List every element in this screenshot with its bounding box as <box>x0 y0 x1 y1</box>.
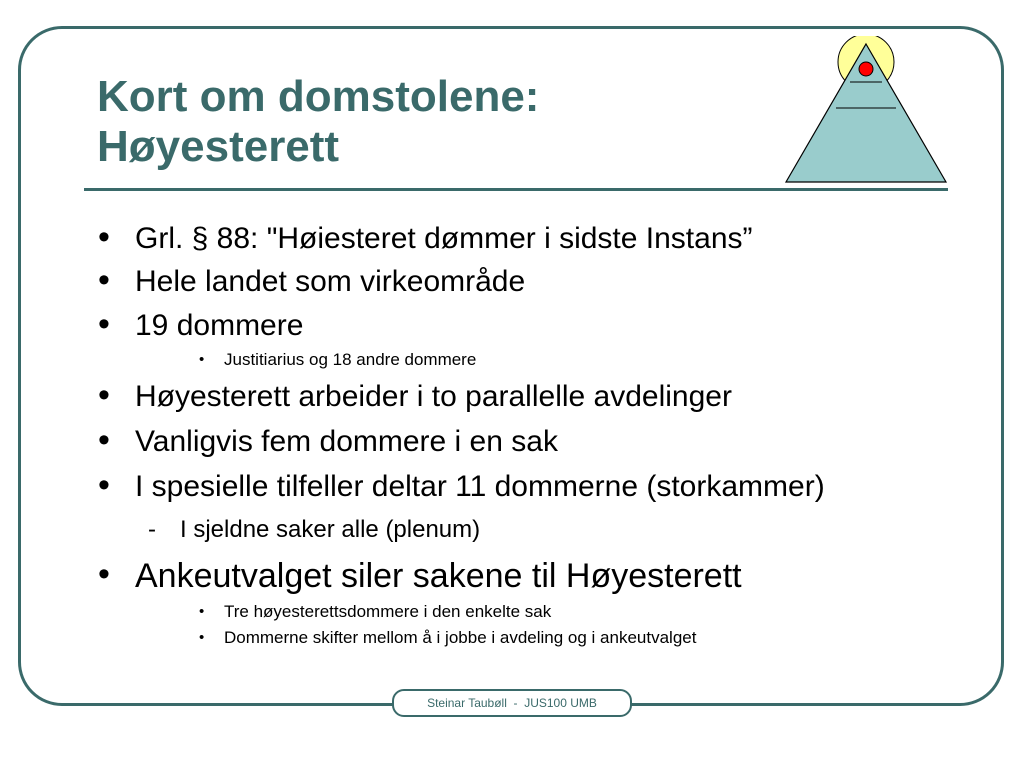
bullet-marker: • <box>98 555 110 593</box>
title-line-1: Kort om domstolene: <box>97 72 540 121</box>
bullet-marker: • <box>98 305 110 343</box>
bullet-marker: • <box>98 376 110 414</box>
bullet-text: Justitiarius og 18 andre dommere <box>224 350 477 369</box>
bullet-marker: • <box>199 629 205 646</box>
title-divider <box>84 188 948 191</box>
bullet-marker: • <box>199 603 205 620</box>
bullet-marker: • <box>199 351 205 368</box>
footer-label: Steinar Taubøll - JUS100 UMB <box>392 689 632 717</box>
bullet-marker: - <box>148 516 156 543</box>
slide-title <box>97 72 539 172</box>
bullet-text: Hele landet som virkeområde <box>135 265 526 298</box>
court-pyramid-icon <box>784 36 954 186</box>
title-line-2: Høyesterett <box>97 122 340 171</box>
bullet-text: 19 dommere <box>135 309 304 342</box>
bullet-marker: • <box>98 261 110 299</box>
bullet-text: I sjeldne saker alle (plenum) <box>180 516 481 543</box>
bullet-marker: • <box>98 421 110 459</box>
bullet-text: Grl. § 88: "Høiesteret dømmer i sidste Instans” <box>135 222 753 255</box>
bullet-text: Ankeutvalget siler sakene til Høyesterett <box>135 557 742 595</box>
pyramid-top-dot <box>859 62 873 76</box>
bullet-text: Høyesterett arbeider i to parallelle avdelinger <box>135 380 732 413</box>
bullet-text: Vanligvis fem dommere i en sak <box>135 425 558 458</box>
bullet-text: Dommerne skifter mellom å i jobbe i avdeling og i ankeutvalget <box>224 628 697 647</box>
bullet-marker: • <box>98 466 110 504</box>
bullet-text: I spesielle tilfeller deltar 11 dommerne (storkammer) <box>135 470 825 503</box>
bullet-marker: • <box>98 218 110 256</box>
bullet-text: Tre høyesterettsdommere i den enkelte sak <box>224 602 552 621</box>
